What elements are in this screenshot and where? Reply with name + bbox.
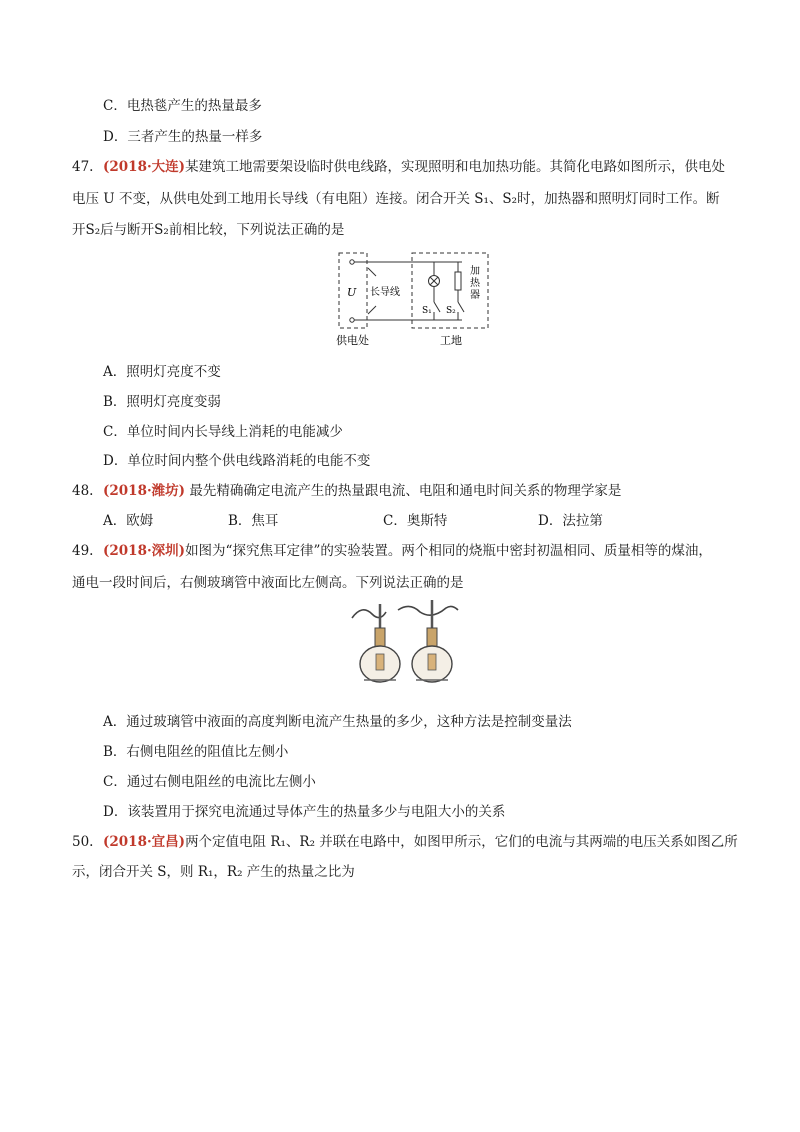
heater-label-1: 加 — [470, 266, 480, 277]
q47-stem-line-3: 开S₂后与断开S₂前相比较，下列说法正确的是 — [72, 222, 345, 238]
q49-stem-text-1: 如图为“探究焦耳定律”的实验装置。两个相同的烧瓶中密封初温相同、质量相等的煤油， — [185, 543, 712, 559]
q47-option-b: B．照明灯亮度变弱 — [103, 394, 221, 410]
q49-option-a: A．通过玻璃管中液面的高度判断电流产生热量的多少，这种方法是控制变量法 — [103, 714, 572, 730]
heater-label-3: 器 — [470, 290, 480, 301]
q47-stem-line-2: 电压 U 不变，从供电处到工地用长导线（有电阻）连接。闭合开关 S₁、S₂时，加热器和照明灯同时工作。断 — [72, 191, 720, 207]
supply-label: 供电处 — [336, 334, 369, 347]
u-label: U — [347, 286, 357, 299]
q48-source-tag: (2018·潍坊) — [103, 483, 186, 499]
q46-option-c: C．电热毯产生的热量最多 — [103, 98, 262, 114]
q49-option-b: B．右侧电阻丝的阻值比左侧小 — [103, 744, 289, 760]
q49-stem-line-2: 通电一段时间后，右侧玻璃管中液面比左侧高。下列说法正确的是 — [72, 575, 464, 591]
q48-option-b: B．焦耳 — [228, 513, 279, 529]
q47-option-c: C．单位时间内长导线上消耗的电能减少 — [103, 424, 343, 440]
s2-label: S₂ — [446, 306, 456, 316]
q49-joule-apparatus-figure — [350, 598, 460, 690]
q49-number: 49. — [72, 543, 94, 559]
q50-stem-text-1: 两个定值电阻 R₁、R₂ 并联在电路中，如图甲所示，它们的电流与其两端的电压关系如图乙所 — [185, 834, 738, 850]
q48-option-a: A．欧姆 — [103, 513, 154, 529]
q48-stem — [103, 481, 621, 501]
q48-number: 48. — [72, 483, 94, 499]
terminal-bottom — [350, 318, 354, 322]
q50-source-tag: (2018·宜昌) — [103, 834, 186, 850]
heater-label-2: 热 — [470, 278, 480, 289]
q46-option-d: D．三者产生的热量一样多 — [103, 129, 263, 145]
q47-number: 47. — [72, 159, 94, 175]
q47-stem-text-1: 某建筑工地需要架设临时供电线路，实现照明和电加热功能。其简化电路如图所示，供电处 — [185, 159, 726, 175]
q47-option-d: D．单位时间内整个供电线路消耗的电能不变 — [103, 453, 371, 469]
q48-stem-text: 最先精确确定电流产生的热量跟电流、电阻和通电时间关系的物理学家是 — [189, 483, 622, 499]
long-wire-label: 长导线 — [370, 287, 400, 298]
terminal-top — [350, 260, 354, 264]
q49-stem-line-1 — [103, 541, 712, 561]
q47-stem-line-1 — [103, 157, 725, 177]
q48-option-c: C．奥斯特 — [383, 513, 448, 529]
heater-resistor-icon — [455, 272, 461, 290]
switch-s2-icon — [458, 302, 464, 312]
s1-label: S₁ — [422, 306, 432, 316]
q50-number: 50. — [72, 834, 94, 850]
q49-source-tag: (2018·深圳) — [103, 543, 186, 559]
q49-option-c: C．通过右侧电阻丝的电流比左侧小 — [103, 774, 316, 790]
q48-option-d: D．法拉第 — [538, 513, 603, 529]
q49-option-d: D．该装置用于探究电流通过导体产生的热量多少与电阻大小的关系 — [103, 804, 506, 820]
q50-stem-line-2: 示，闭合开关 S，则 R₁，R₂ 产生的热量之比为 — [72, 864, 355, 880]
site-label: 工地 — [440, 334, 462, 347]
switch-s1-icon — [434, 302, 440, 312]
q50-stem-line-1 — [103, 832, 738, 852]
q47-option-a: A．照明灯亮度不变 — [103, 364, 221, 380]
q47-source-tag: (2018·大连) — [103, 159, 186, 175]
q47-circuit-diagram — [334, 250, 494, 350]
